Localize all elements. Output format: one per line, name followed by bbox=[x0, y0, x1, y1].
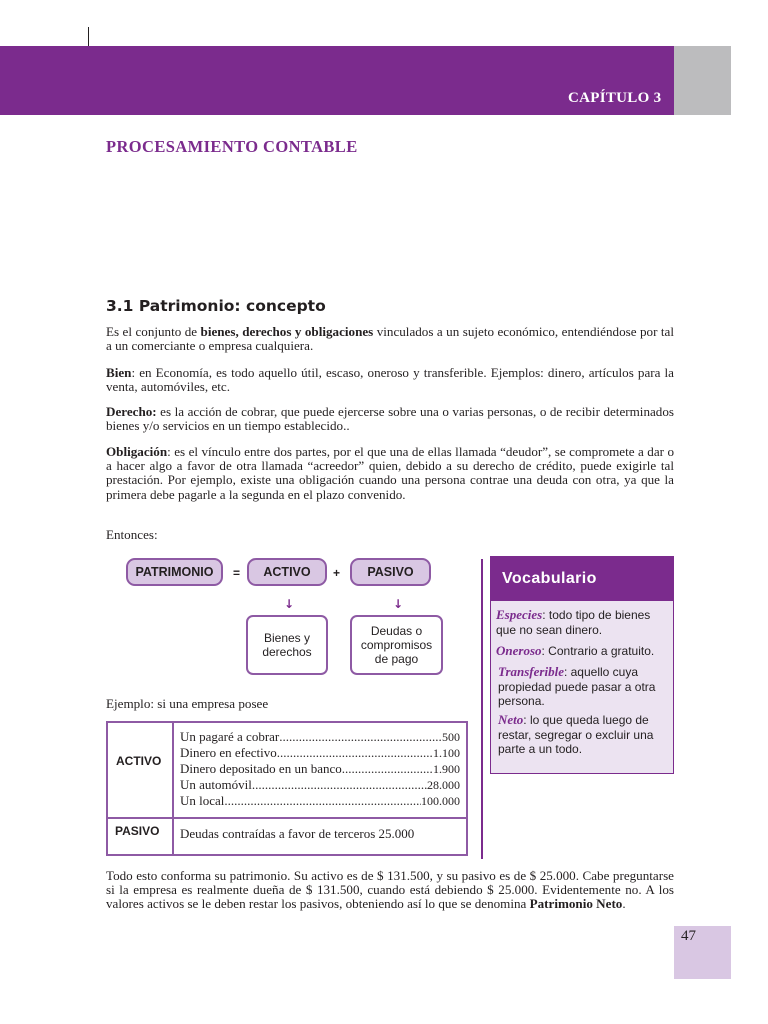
vocabulary-box bbox=[490, 556, 674, 774]
bien-paragraph: Bien: en Economía, es todo aquello útil, escaso, oneroso y transferible. Ejemplos: dinero, artículos para la venta, automóviles, etc. bbox=[106, 365, 674, 395]
activo-row-label: ACTIVO bbox=[116, 754, 162, 768]
table-row: Un local ..... 100.000 bbox=[180, 793, 460, 809]
table-row: Un pagaré a cobrar ..... 500 bbox=[180, 729, 460, 745]
example-table bbox=[106, 721, 468, 856]
vocab-entry: Transferible: aquello cuya propiedad puede pasar a otra persona. bbox=[498, 664, 656, 708]
example-intro: Ejemplo: si una empresa posee bbox=[106, 696, 269, 711]
vocab-entry: Oneroso: Contrario a gratuito. bbox=[496, 643, 655, 658]
patrimonio-pill: PATRIMONIO bbox=[126, 558, 223, 586]
activo-items bbox=[180, 729, 460, 809]
table-divider bbox=[108, 817, 466, 819]
derecho-paragraph: Derecho: es la acción de cobrar, que puede ejercerse sobre una o varias personas, o de recibir determinados bienes y/o servicios en un tiempo establecido.. bbox=[106, 404, 674, 434]
entonces-text: Entonces: bbox=[106, 527, 158, 542]
page-number: 47 bbox=[681, 928, 696, 944]
chapter-label: CAPÍTULO 3 bbox=[568, 90, 662, 106]
down-arrow-icon: ↓ bbox=[393, 597, 404, 611]
activo-desc-box: Bienes y derechos bbox=[246, 615, 328, 675]
header-tab bbox=[674, 46, 731, 115]
section-heading: 3.1 Patrimonio: concepto bbox=[106, 297, 326, 315]
page-title: PROCESAMIENTO CONTABLE bbox=[106, 137, 358, 156]
vertical-rule bbox=[481, 559, 483, 859]
pasivo-desc-box: Deudas o compromisos de pago bbox=[350, 615, 443, 675]
table-row: Un automóvil ..... 28.000 bbox=[180, 777, 460, 793]
table-row: Dinero en efectivo ..... 1.100 bbox=[180, 745, 460, 761]
obligacion-paragraph: Obligación: es el vínculo entre dos partes, por el que una de ellas llamada “deudor”, se compromete a dar o a hacer algo a favor de otra llamada “acreedor” quien, debido a su derecho de crédito, puede exigirle tal prestación. Por ejemplo, existe una obligación cuando una persona contrae una deuda con otra, ya que la primera debe pagarle a la segunda en el plazo convenido. bbox=[106, 444, 674, 502]
pasivo-row-label: PASIVO bbox=[115, 824, 160, 838]
pasivo-item: Deudas contraídas a favor de terceros 25.000 bbox=[180, 826, 415, 841]
table-row: Dinero depositado en un banco ..... 1.900 bbox=[180, 761, 460, 777]
down-arrow-icon: ↓ bbox=[284, 597, 295, 611]
table-divider bbox=[172, 723, 174, 854]
vocabulary-heading: Vocabulario bbox=[491, 557, 673, 601]
intro-paragraph: Es el conjunto de bienes, derechos y obligaciones vinculados a un sujeto económico, entendiéndose por tal a un comerciante o empresa cualquiera. bbox=[106, 324, 674, 354]
activo-pill: ACTIVO bbox=[247, 558, 327, 586]
plus-sign: + bbox=[333, 566, 341, 580]
crop-mark bbox=[88, 27, 89, 46]
vocab-entry: Neto: lo que queda luego de restar, segregar o excluir una parte a un todo. bbox=[498, 712, 654, 756]
vocab-entry: Especies: todo tipo de bienes que no sean dinero. bbox=[496, 607, 651, 637]
equals-sign: = bbox=[233, 566, 241, 580]
pasivo-pill: PASIVO bbox=[350, 558, 431, 586]
conclusion-paragraph: Todo esto conforma su patrimonio. Su activo es de $ 131.500, y su pasivo es de $ 25.000. Cabe preguntarse si la empresa es realmente dueña de $ 131.500, cuando está debiendo $ 25.000. Evidentemente no. A los valores activos se le deben restar los pasivos, obteniendo así lo que se denomina Patrimonio Neto. bbox=[106, 868, 674, 912]
